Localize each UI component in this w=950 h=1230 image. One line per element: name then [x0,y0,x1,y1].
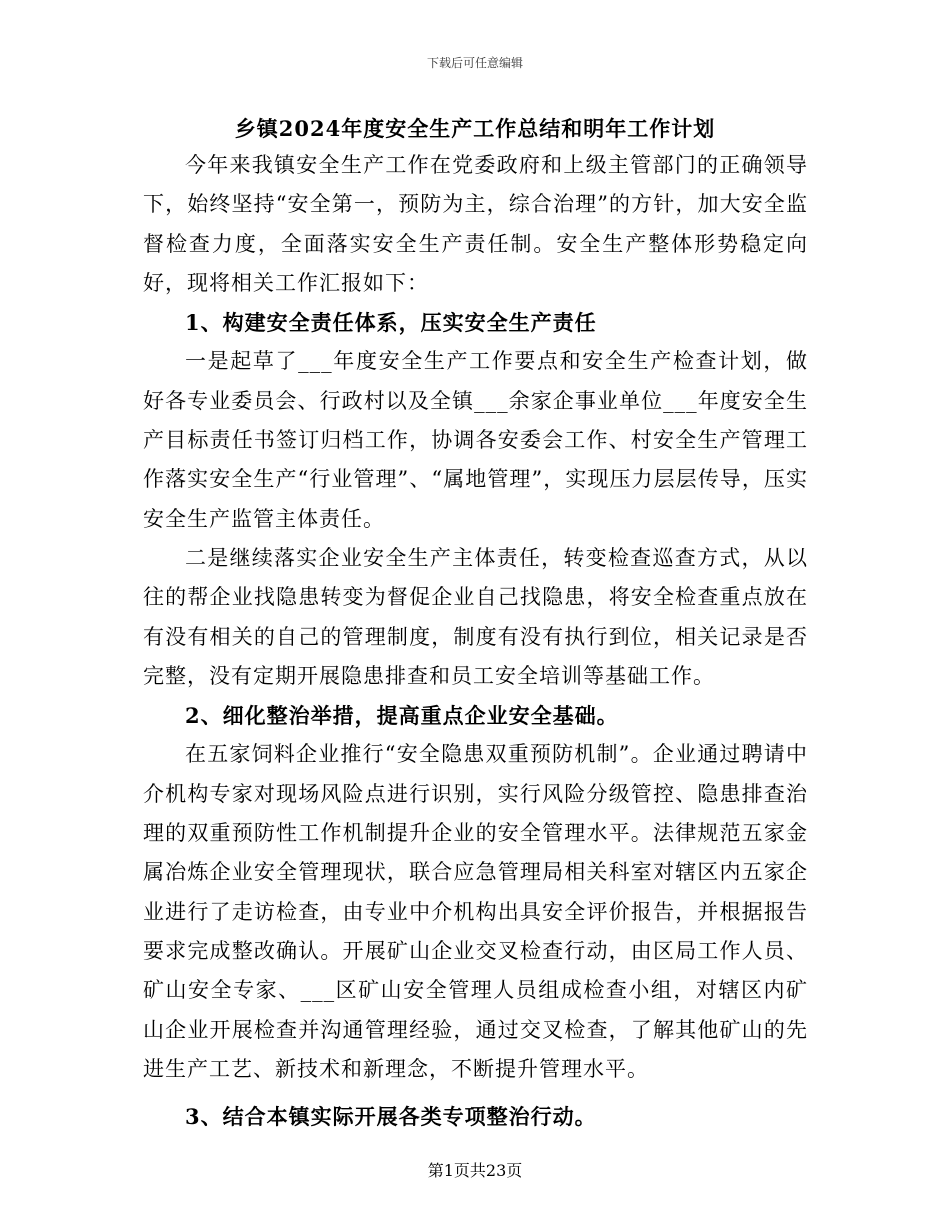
page-footer: 第1页共23页 [427,1161,523,1180]
page-header: 下载后可任意编辑 [426,56,523,70]
section-2-paragraph-1: 在五家饲料企业推行“安全隐患双重预防机制”。企业通过聘请中介机构专家对现场风险点进行识别，实行风险分级管控、隐患排查治理的双重预防性工作机制提升企业的安全管理水平。法律规范五家金属冶炼企业安全管理现状，联合应急管理局相关科室对辖区内五家企业进行了走访检查，由专业中介机构出具安全评价报告，并根据报告要求完成整改确认。开展矿山企业交叉检查行动，由区局工作人员、矿山安全专家、___区矿山安全管理人员组成检查小组，对辖区内矿山企业开展检查并沟通管理经验，通过交叉检查，了解其他矿山的先进生产工艺、新技术和新理念，不断提升管理水平。 [143,742,808,1081]
document-title: 乡镇2024年度安全生产工作总结和明年工作计划 [234,116,716,141]
section-1-paragraph-1: 一是起草了___年度安全生产工作要点和安全生产检查计划，做好各专业委员会、行政村以及全镇___余家企事业单位___年度安全生产目标责任书签订归档工作，协调各安委会工作、村安全生产管理工作落实安全生产“行业管理”、“属地管理”，实现压力层层传导，压实安全生产监管主体责任。 [143,349,808,531]
section-heading-2: 2、细化整治举措，提高重点企业安全基础。 [185,703,619,729]
section-heading-3: 3、结合本镇实际开展各类专项整治行动。 [185,1104,597,1130]
section-1-paragraph-2: 二是继续落实企业安全生产主体责任，转变检查巡查方式，从以往的帮企业找隐患转变为督促企业自己找隐患，将安全检查重点放在有没有相关的自己的管理制度，制度有没有执行到位，相关记录是否完整，没有定期开展隐患排查和员工安全培训等基础工作。 [143,545,808,688]
section-heading-1: 1、构建安全责任体系，压实安全生产责任 [185,310,597,336]
intro-paragraph: 今年来我镇安全生产工作在党委政府和上级主管部门的正确领导下，始终坚持“安全第一，预防为主，综合治理”的方针，加大安全监督检查力度，全面落实安全生产责任制。安全生产整体形势稳定向好，现将相关工作汇报如下： [143,153,808,295]
document-body [143,146,808,1136]
